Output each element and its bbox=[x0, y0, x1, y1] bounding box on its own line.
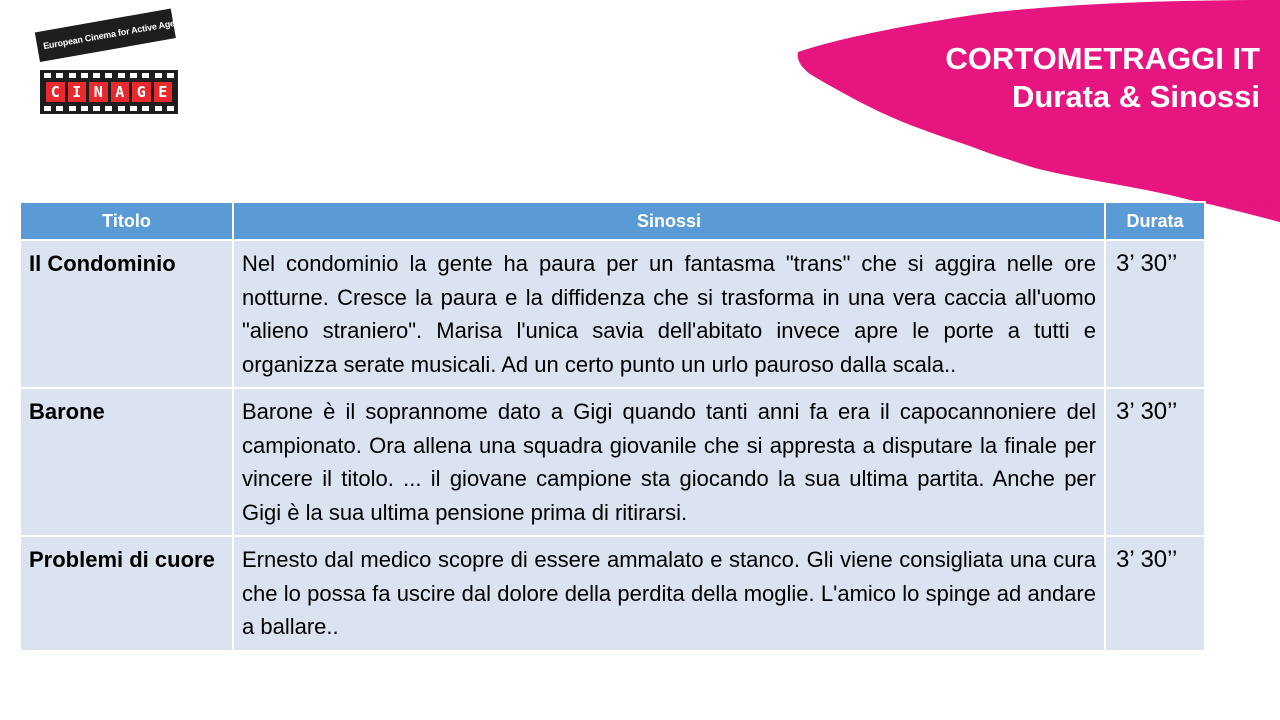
film-holes-top bbox=[44, 73, 174, 78]
column-header-title: Titolo bbox=[20, 202, 233, 240]
logo-letter: E bbox=[154, 82, 173, 102]
table-header-row bbox=[20, 202, 1205, 240]
logo-letter: G bbox=[132, 82, 151, 102]
film-duration: 3’ 30’’ bbox=[1105, 536, 1205, 651]
logo-letter: N bbox=[89, 82, 108, 102]
film-duration: 3’ 30’’ bbox=[1105, 240, 1205, 388]
logo-tagline: European Cinema for Active Ageing bbox=[35, 8, 176, 62]
film-synopsis: Barone è il soprannome dato a Gigi quando tanti anni fa era il capocannoniere del campionato. Ora allena una squadra giovanile che si appresta a disputare la finale per vincere il titolo. ... il giovane campione sta giocando la sua ultima partita. Anche per Gigi è la sua ultima pensione prima di ritirarsi. bbox=[233, 388, 1105, 536]
logo-letter: I bbox=[68, 82, 87, 102]
logo-letters bbox=[46, 82, 172, 102]
film-title: Barone bbox=[20, 388, 233, 536]
logo-letter: C bbox=[46, 82, 65, 102]
film-synopsis: Ernesto dal medico scopre di essere ammalato e stanco. Gli viene consigliata una cura che lo possa fa uscire dal dolore della perdita della moglie. L'amico lo spinge ad andare a ballare.. bbox=[233, 536, 1105, 651]
slide-title-block bbox=[945, 40, 1260, 116]
slide-title: CORTOMETRAGGI IT bbox=[945, 41, 1260, 76]
table-row bbox=[20, 388, 1205, 536]
slide-subtitle: Durata & Sinossi bbox=[1011, 78, 1260, 114]
logo-letter: A bbox=[111, 82, 130, 102]
film-strip bbox=[40, 70, 178, 114]
column-header-duration: Durata bbox=[1105, 202, 1205, 240]
film-synopsis: Nel condominio la gente ha paura per un fantasma "trans" che si aggira nelle ore notturne. Cresce la paura e la diffidenza che si trasforma in una vera caccia all'uomo "alieno straniero". Marisa l'unica savia dell'abitato invece apre le porte a tutti e organizza serate musicali. Ad un certo punto un urlo pauroso dalla scala.. bbox=[233, 240, 1105, 388]
cinage-logo bbox=[40, 15, 189, 116]
film-title: Problemi di cuore bbox=[20, 536, 233, 651]
column-header-synopsis: Sinossi bbox=[233, 202, 1105, 240]
table-row bbox=[20, 536, 1205, 651]
film-title: Il Condominio bbox=[20, 240, 233, 388]
synopsis-table bbox=[19, 201, 1206, 652]
table-row bbox=[20, 240, 1205, 388]
film-holes-bottom bbox=[44, 106, 174, 111]
film-duration: 3’ 30’’ bbox=[1105, 388, 1205, 536]
